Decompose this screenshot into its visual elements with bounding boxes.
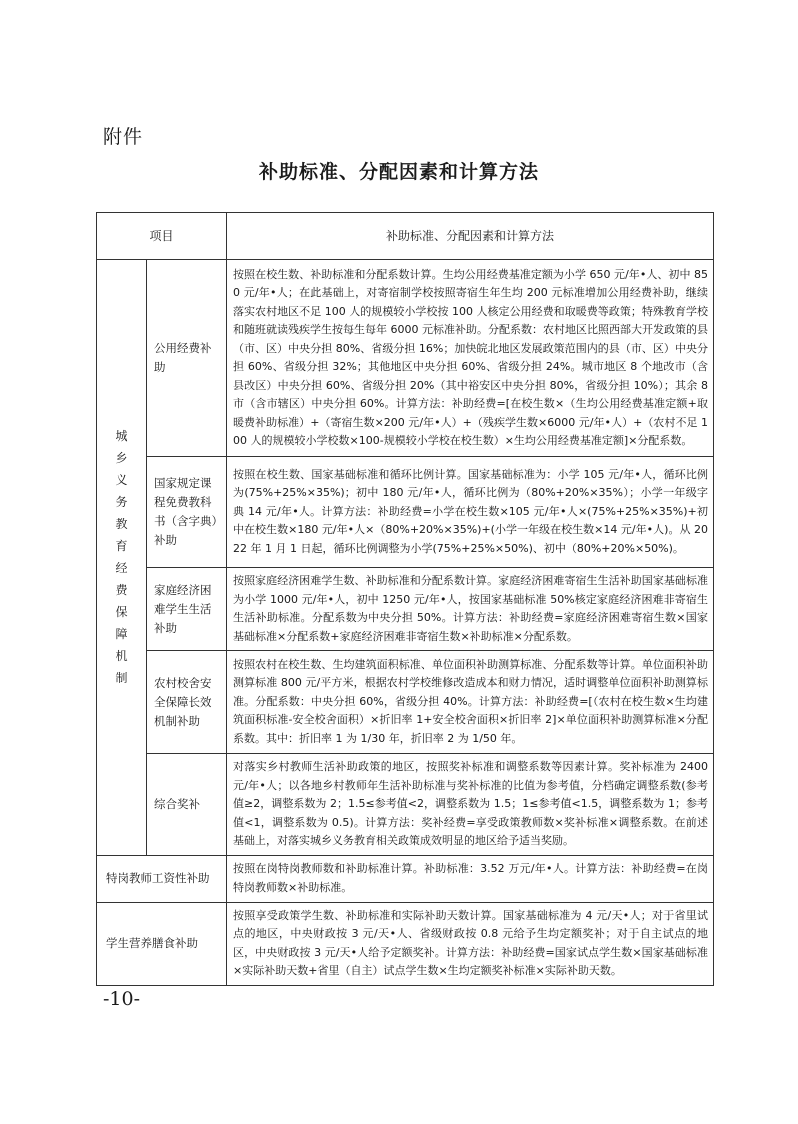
table-row [97,260,714,457]
table-row [97,754,714,856]
desc-cell: 按照农村在校生数、生均建筑面积标准、单位面积补助测算标准、分配系数等计算。单位面积补助测算标准 800 元/平方米，根据农村学校维修改造成本和财力情况，适时调整单位面积补助测算标准。分配系数：中央分担 60%，省级分担 40%。计算方法：补助经费=[（农村在校生数×生均建筑面积标准-安全校舍面积）×折旧率 1+安全校舍面积×折旧率 2]×单位面积补助测算标准×分配系数。其中：折旧率 1 为 1/30 年，折旧率 2 为 1/50 年。 [227,651,714,754]
attachment-label: 附件 [103,126,144,148]
group-label: 城乡义务教育经费保障机制 [115,429,128,686]
item-cell: 农村校舍安全保障长效机制补助 [147,651,227,754]
item-cell: 特岗教师工资性补助 [97,855,227,902]
item-cell: 公用经费补助 [147,260,227,457]
table-header-row [97,213,714,260]
item-cell: 国家规定课程免费教科书（含字典）补助 [147,457,227,568]
desc-cell: 按照家庭经济困难学生数、补助标准和分配系数计算。家庭经济困难寄宿生生活补助国家基础标准为小学 1000 元/年•人，初中 1250 元/年•人，按国家基础标准 50%核定家庭经济困难非寄宿生生活补助标准。分配系数为中央分担 50%。计算方法：补助经费=家庭经济困难寄宿生数×国家基础标准×分配系数+家庭经济困难非寄宿生数×补助标准×分配系数。 [227,568,714,651]
subsidy-standards-table [96,212,714,986]
group-label-cell [97,260,147,856]
item-cell: 学生营养膳食补助 [97,902,227,985]
table-row [97,902,714,985]
table-row [97,651,714,754]
item-cell: 综合奖补 [147,754,227,856]
page-number: -10- [103,988,141,1010]
table-row [97,457,714,568]
desc-cell: 按照享受政策学生数、补助标准和实际补助天数计算。国家基础标准为 4 元/天•人；对于省里试点的地区，中央财政按 3 元/天•人、省级财政按 0.8 元给予生均定额奖补；对于自主试点的地区，中央财政按 3 元/天•人给予定额奖补。计算方法：补助经费=国家试点学生数×国家基础标准×实际补助天数+省里（自主）试点学生数×生均定额奖补标准×实际补助天数。 [227,902,714,985]
desc-cell: 按照在校生数、国家基础标准和循环比例计算。国家基础标准为：小学 105 元/年•人，循环比例为(75%+25%×35%)；初中 180 元/年•人，循环比例为（80%+20%×35%）；小学一年级字典 14 元/年•人。计算方法：补助经费=小学在校生数×105 元/年•人×(75%+25%×35%)+初中在校生数×180 元/年•人×（80%+20%×35%)+(小学一年级在校生数×14 元/年•人)。从 2022 年 1 月 1 日起，循环比例调整为小学(75%+25%×50%)、初中（80%+20%×50%)。 [227,457,714,568]
table-row [97,855,714,902]
item-cell: 家庭经济困难学生生活补助 [147,568,227,651]
table-row [97,568,714,651]
desc-cell: 按照在校生数、补助标准和分配系数计算。生均公用经费基准定额为小学 650 元/年•人、初中 850 元/年•人；在此基础上，对寄宿制学校按照寄宿生年生均 200 元标准增加公用经费补助，继续落实农村地区不足 100 人的规模较小学校按 100 人核定公用经费和取暖费等政策；特殊教育学校和随班就读残疾学生按每生每年 6000 元标准补助。分配系数：农村地区比照西部大开发政策的县（市、区）中央分担 80%、省级分担 16%；加快皖北地区发展政策范围内的县（市、区）中央分担 60%、省级分担 32%；其他地区中央分担 60%、省级分担 24%。城市地区 8 个地改市（含县改区）中央分担 60%、省级分担 20%（其中裕安区中央分担 80%，省级分担 10%）；其余 8 市（含市辖区）中央分担 60%。计算方法：补助经费=[在校生数×（生均公用经费基准定额+取暖费补助标准）+（寄宿生数×200 元/年•人）+（残疾学生数×6000 元/年•人）+（农村不足 100 人的规模较小学校数×100-规模较小学校在校生数）×生均公用经费基准定额]×分配系数。 [227,260,714,457]
header-item-cell: 项目 [97,213,227,260]
header-method-cell: 补助标准、分配因素和计算方法 [227,213,714,260]
document-title: 补助标准、分配因素和计算方法 [258,161,539,183]
desc-cell: 按照在岗特岗教师数和补助标准计算。补助标准：3.52 万元/年•人。计算方法：补助经费=在岗特岗教师数×补助标准。 [227,855,714,902]
desc-cell: 对落实乡村教师生活补助政策的地区，按照奖补标准和调整系数等因素计算。奖补标准为 2400 元/年•人；以各地乡村教师年生活补助标准与奖补标准的比值为参考值，分档确定调整系数(参考值≥2，调整系数为 2；1.5≤参考值<2，调整系数为 1.5；1≤参考值<1.5，调整系数为 1；参考值<1，调整系数为 0.5)。计算方法：奖补经费=享受政策教师数×奖补标准×调整系数。在前述基础上，对落实城乡义务教育相关政策成效明显的地区给予适当奖励。 [227,754,714,856]
